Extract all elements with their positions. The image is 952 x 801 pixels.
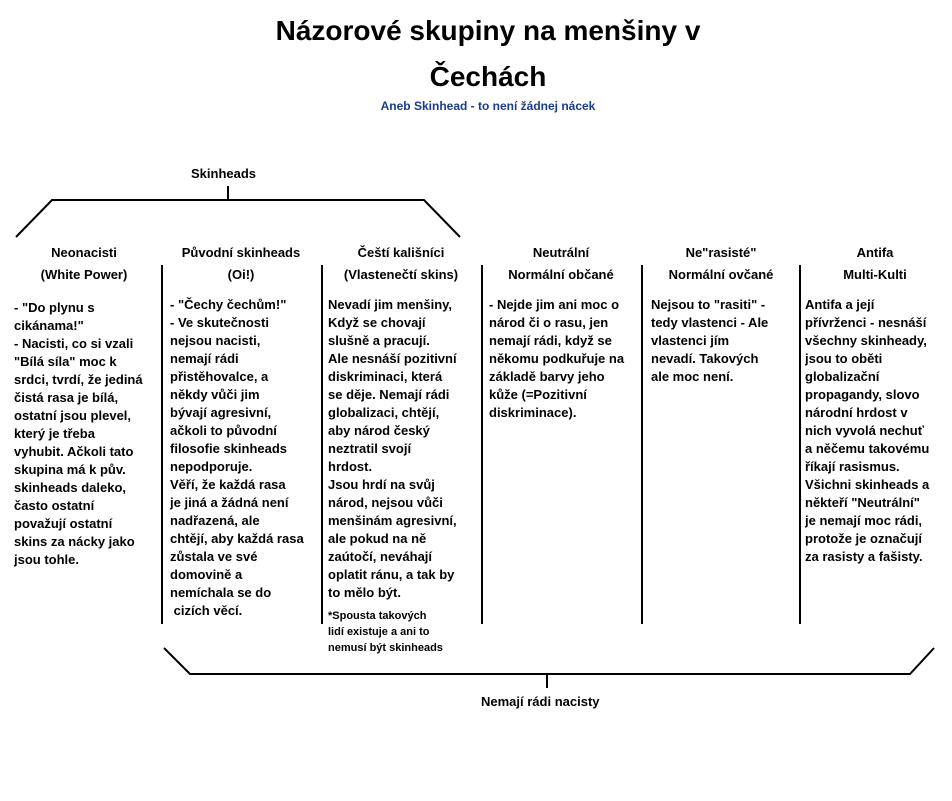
column-subname: (White Power) [40,267,128,282]
bottom-group-label: Nemají rádi nacisty [481,694,600,709]
column-puvodni-text: - "Čechy čechům!" - Ve skutečnosti nejsou nacisti, nemají rádi přistěhovalce, a někdy vůči jim bývají agresivní, ačkoli to původní filosofie skinheads nepodporuje. Věří, že každá rasa je jiná a žádná není nadřazená, ale chtějí, aby každá rasa zůstala ve své domovině a nemíchala se do cizích věcí. [170,297,304,618]
column-subname: Multi-Kulti [843,267,907,282]
column-name: Původní skinheads [181,245,301,260]
column-name: Neutrální [532,245,590,260]
subtitle: Aneb Skinhead - to není žádnej nácek [380,99,596,113]
column-subname: (Oi!) [227,267,255,282]
top-bracket [16,200,460,237]
column-subname: (Vlastenečtí skins) [343,267,459,282]
column-neutralni-text: - Nejde jim ani moc o národ či o rasu, jen nemají rádi, když se někomu podkuřuje na základě barvy jeho kůže (=Pozitivní diskriminace). [489,297,625,420]
top-group-label: Skinheads [191,166,257,181]
column-neutralni-header [486,242,636,286]
column-kalisnici-header [326,242,476,286]
column-neonacisti-text: - "Do plynu s cikánama!" - Nacisti, co si vzali "Bílá síla" moc k srdci, tvrdí, že jediná čistá rasa je bílá, ostatní jsou plevel, který je třeba vyhubit. Ačkoli tato skupina má k pův. skinheads daleko, často ostatní považují ostatní skins za nácky jako jsou tohle. [14,300,143,567]
title-line-2: Čechách [429,61,547,92]
column-subname: Normální ovčané [668,267,774,282]
column-subname: Normální občané [508,267,614,282]
title-line-1: Názorové skupiny na menšiny v [275,15,701,46]
column-name: Čeští kališníci [357,245,445,260]
column-puvodni-header [166,242,316,286]
column-antifa-text: Antifa a její přívrženci - nesnáší všechny skinheady, jsou to oběti globalizační propagandy, slovo národní hrdost v nich vyvolá nechuť a něčemu takovému říkají rasismus. Všichni skinheads a někteří "Neutrální" je nemají moc rádi, protože je označují za rasisty a fašisty. [805,297,930,564]
column-neonacisti-header [14,242,154,286]
bottom-bracket [164,648,934,674]
column-name: Antifa [856,245,894,260]
column-name: Neonacisti [51,245,117,260]
column-nerasiste-header [646,242,796,286]
column-name: Ne"rasisté" [685,245,757,260]
column-kalisnici-text: Nevadí jim menšiny, Když se chovají slušně a pracují. Ale nesnáší pozitivní diskriminaci, která se děje. Nemají rádi globalizaci, chtějí, aby národ český neztratil svojí hrdost. Jsou hrdí na svůj národ, nejsou vůči menšinám agresivní, ale pokud na ně zaútočí, neváhají oplatit ránu, a tak by to mělo být. [328,297,457,600]
column-nerasiste-text: Nejsou to "rasiti" - tedy vlastenci - Ale vlastenci jím nevadí. Takových ale moc není. [651,297,769,384]
column-kalisnici-note: *Spousta takových lidí existuje a ani to nemusí být skinheads [328,610,443,654]
column-antifa-header [804,242,946,286]
